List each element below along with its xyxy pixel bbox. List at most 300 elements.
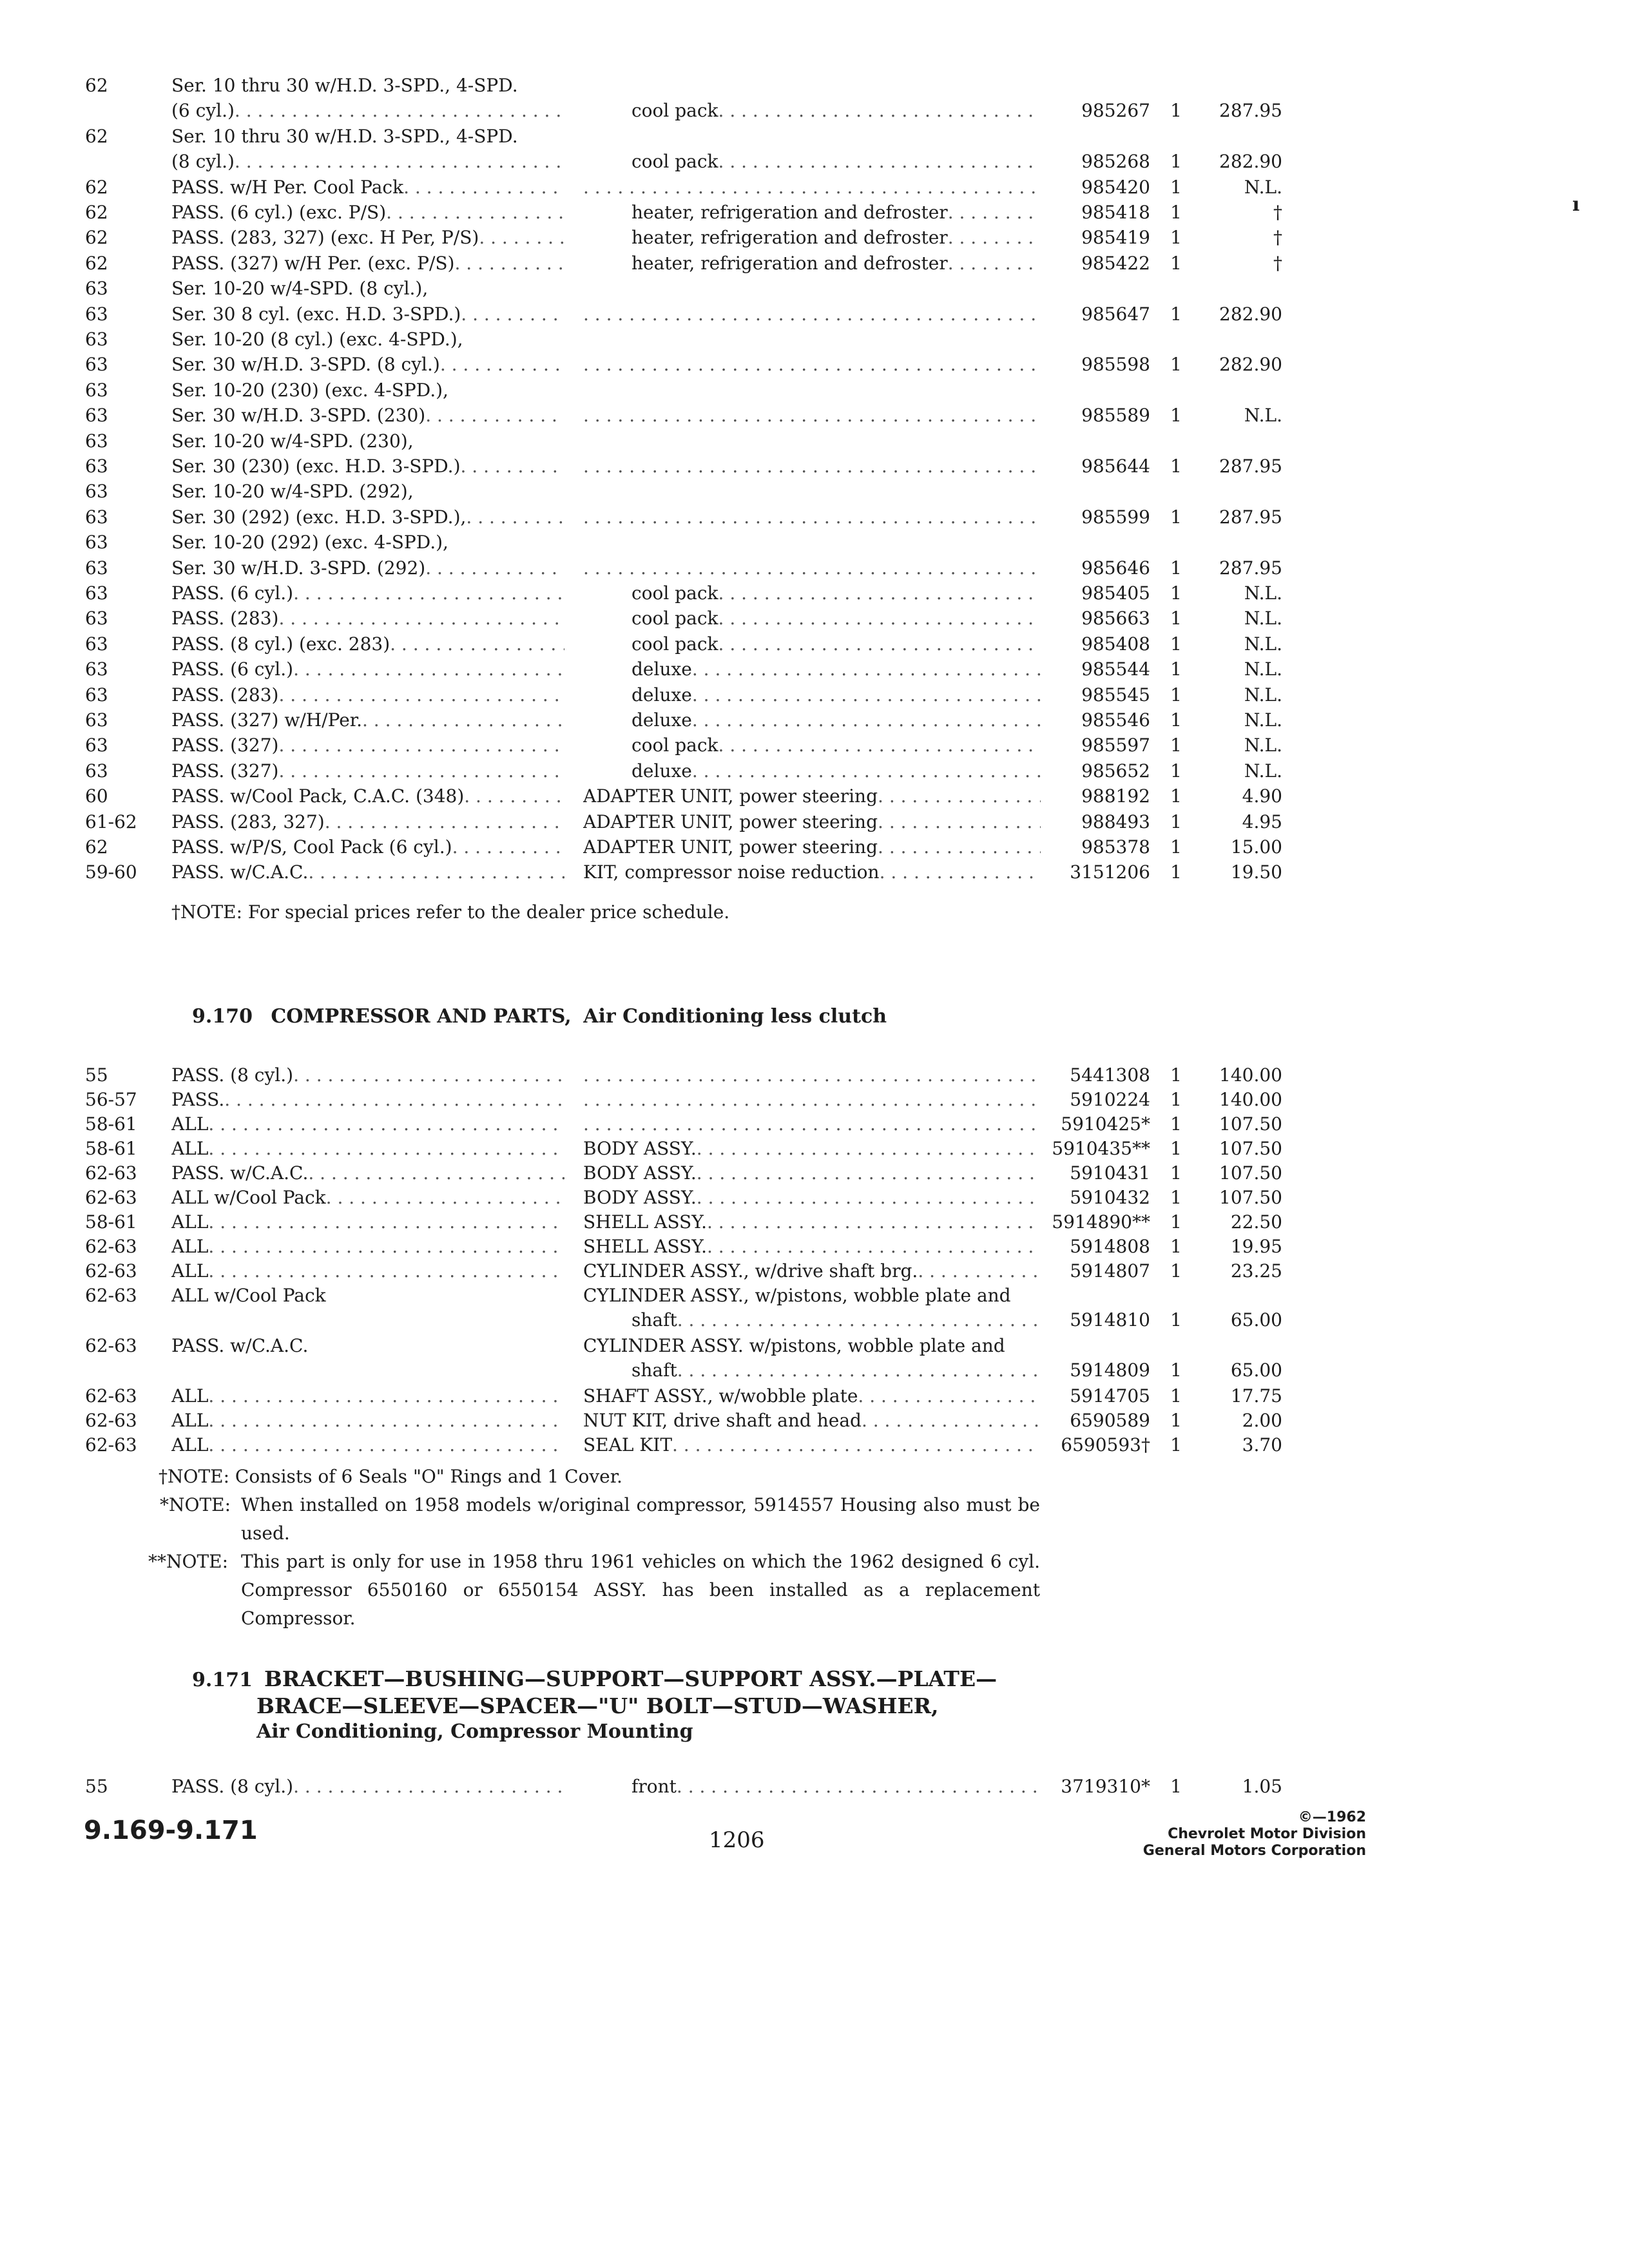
model-year: 58-61 <box>85 1211 137 1233</box>
item-description <box>583 1089 1041 1111</box>
application-description <box>171 151 564 173</box>
part-number: 985647 <box>1081 303 1150 325</box>
application-description <box>171 760 564 782</box>
quantity: 1 <box>1170 1776 1182 1797</box>
part-number: 985644 <box>1081 456 1150 477</box>
description-text: Ser. 30 w/H.D. 3-SPD. (292) <box>171 557 426 579</box>
description-text: Ser. 10 thru 30 w/H.D. 3-SPD., 4-SPD. <box>171 125 518 147</box>
list-price: N.L. <box>1244 735 1282 756</box>
application-description <box>171 100 564 122</box>
item-description: CYLINDER ASSY. w/pistons, wobble plate and <box>583 1335 1005 1356</box>
item-text: front <box>631 1776 677 1797</box>
dot-leader <box>692 684 1041 706</box>
quantity: 1 <box>1170 836 1182 858</box>
note-label: *NOTE: <box>160 1494 231 1515</box>
part-number: 985646 <box>1081 557 1150 579</box>
list-price: N.L. <box>1244 608 1282 629</box>
dot-leader <box>461 303 564 325</box>
item-description <box>583 1260 1041 1282</box>
application-description <box>171 1138 564 1160</box>
note-text: When installed on 1958 models w/original compressor, 5914557 Housing also must be used. <box>241 1494 1040 1544</box>
item-description <box>583 836 1041 858</box>
list-price: 1.05 <box>1242 1776 1282 1797</box>
part-number: 6590593† <box>1061 1434 1150 1456</box>
dot-leader <box>461 456 565 477</box>
dot-leader <box>677 1360 1041 1381</box>
dot-leader <box>479 227 564 249</box>
quantity: 1 <box>1170 1385 1182 1407</box>
list-price: 287.95 <box>1219 456 1282 477</box>
description-text: ALL <box>171 1236 209 1257</box>
item-description <box>583 861 1041 883</box>
dot-leader <box>208 1138 564 1160</box>
section-subtitle: Air Conditioning less clutch <box>583 1005 887 1028</box>
quantity: 1 <box>1170 861 1182 883</box>
dot-leader <box>208 1113 564 1135</box>
description-text: ALL w/Cool Pack <box>171 1285 326 1306</box>
description-text: PASS. w/C.A.C. <box>171 1335 309 1356</box>
dot-leader <box>583 1113 1041 1135</box>
model-year: 62-63 <box>85 1285 137 1306</box>
item-description <box>583 811 1041 833</box>
quantity: 1 <box>1170 709 1182 731</box>
item-description <box>583 1187 1041 1209</box>
quantity: 1 <box>1170 1360 1182 1381</box>
application-description <box>171 303 564 325</box>
item-text: cool pack <box>631 633 718 655</box>
quantity: 1 <box>1170 811 1182 832</box>
description-text: Ser. 30 (292) (exc. H.D. 3-SPD.), <box>171 506 467 528</box>
list-price: 19.50 <box>1230 861 1282 883</box>
model-year: 59-60 <box>85 861 137 883</box>
dot-leader <box>583 303 1041 325</box>
item-text: heater, refrigeration and defroster <box>631 227 948 249</box>
description-text: Ser. 10-20 (8 cyl.) (exc. 4-SPD.), <box>171 329 463 350</box>
part-number: 5914810 <box>1070 1309 1150 1331</box>
quantity: 1 <box>1170 658 1182 680</box>
dot-leader <box>454 253 564 274</box>
dot-leader <box>278 735 564 756</box>
part-number: 985652 <box>1081 760 1150 782</box>
list-price: † <box>1273 202 1282 223</box>
quantity: 1 <box>1170 303 1182 325</box>
dot-leader <box>583 177 1041 198</box>
part-number: 6590589 <box>1070 1410 1150 1431</box>
dot-leader <box>880 861 1041 883</box>
description-text: (8 cyl.) <box>171 151 235 173</box>
quantity: 1 <box>1170 1309 1182 1331</box>
item-text: SHELL ASSY. <box>583 1211 707 1233</box>
quantity: 1 <box>1170 100 1182 122</box>
section-9-170-heading <box>192 1005 887 1028</box>
item-description <box>583 785 1041 807</box>
dot-leader <box>583 1089 1041 1111</box>
part-number: 988493 <box>1081 811 1150 832</box>
part-number: 5914809 <box>1070 1360 1150 1381</box>
dot-leader <box>362 709 564 731</box>
dot-leader <box>583 354 1041 376</box>
description-text: PASS. w/C.A.C. <box>171 861 309 883</box>
part-number: 5910431 <box>1070 1162 1150 1184</box>
description-text: PASS. (6 cyl.) (exc. P/S) <box>171 202 387 223</box>
part-number: 5914807 <box>1070 1260 1150 1282</box>
item-description <box>583 1360 1041 1381</box>
item-description <box>583 227 1041 249</box>
item-description <box>583 177 1041 198</box>
description-text: PASS. w/Cool Pack, C.A.C. (348) <box>171 785 465 807</box>
section-9-171-heading <box>192 1666 997 1745</box>
item-description <box>583 582 1041 604</box>
quantity: 1 <box>1170 1260 1182 1282</box>
model-year: 62-63 <box>85 1260 137 1282</box>
part-number: 985544 <box>1081 658 1150 680</box>
item-description <box>583 684 1041 706</box>
dot-leader <box>440 354 564 376</box>
dot-leader <box>707 1236 1041 1258</box>
quantity: 1 <box>1170 1089 1182 1110</box>
description-text: PASS. (327) <box>171 735 279 756</box>
part-number: 5914705 <box>1070 1385 1150 1407</box>
application-description <box>171 582 564 604</box>
model-year: 62-63 <box>85 1434 137 1456</box>
dot-leader <box>692 760 1041 782</box>
margin-mark: ı <box>1572 193 1580 216</box>
dot-leader <box>697 1162 1041 1184</box>
dot-leader <box>425 557 564 579</box>
dot-leader <box>278 760 564 782</box>
model-year: 63 <box>85 506 108 528</box>
model-year: 63 <box>85 709 108 731</box>
dot-leader <box>386 202 564 224</box>
dot-leader <box>278 608 564 629</box>
list-price: 23.25 <box>1230 1260 1282 1282</box>
item-text: heater, refrigeration and defroster <box>631 202 948 223</box>
model-year: 63 <box>85 760 108 782</box>
application-description <box>171 1064 564 1086</box>
model-year: 60 <box>85 785 108 807</box>
application-description <box>171 506 564 528</box>
quantity: 1 <box>1170 252 1182 274</box>
part-number: 5914890** <box>1052 1211 1150 1233</box>
part-number: 985418 <box>1081 202 1150 223</box>
item-description <box>583 151 1041 173</box>
dot-leader <box>692 709 1041 731</box>
description-text: Ser. 10 thru 30 w/H.D. 3-SPD., 4-SPD. <box>171 75 518 96</box>
quantity: 1 <box>1170 760 1182 782</box>
dot-leader <box>208 1236 564 1258</box>
description-text: PASS. (283, 327) (exc. H Per, P/S) <box>171 227 479 249</box>
item-description <box>583 253 1041 274</box>
model-year: 55 <box>85 1776 108 1797</box>
item-text: SHAFT ASSY., w/wobble plate <box>583 1385 858 1407</box>
list-price: † <box>1273 252 1282 274</box>
dot-leader <box>224 1089 564 1111</box>
dot-leader <box>278 684 564 706</box>
quantity: 1 <box>1170 1187 1182 1208</box>
application-description <box>171 227 564 249</box>
part-number: 5910425* <box>1061 1113 1150 1135</box>
description-text: Ser. 10-20 (230) (exc. 4-SPD.), <box>171 379 448 401</box>
item-text: NUT KIT, drive shaft and head <box>583 1410 862 1431</box>
part-number: 985599 <box>1081 506 1150 528</box>
description-text: PASS. (6 cyl.) <box>171 582 294 604</box>
application-description <box>171 456 564 477</box>
quantity: 1 <box>1170 1410 1182 1431</box>
dot-leader <box>583 1064 1041 1086</box>
section-number: 9.171 <box>192 1669 253 1691</box>
item-text: deluxe <box>631 760 692 782</box>
section-number: 9.170 <box>192 1005 253 1028</box>
quantity: 1 <box>1170 785 1182 807</box>
model-year: 63 <box>85 608 108 629</box>
dot-leader <box>672 1434 1041 1456</box>
application-description <box>171 380 564 401</box>
model-year: 62 <box>85 125 108 147</box>
item-text: cool pack <box>631 608 718 629</box>
item-description <box>583 1776 1041 1798</box>
application-description <box>171 430 564 452</box>
part-number: 5441308 <box>1070 1064 1150 1086</box>
item-text: deluxe <box>631 709 692 731</box>
dot-leader <box>718 633 1041 655</box>
description-text: Ser. 30 w/H.D. 3-SPD. (8 cyl.) <box>171 354 440 376</box>
application-description <box>171 202 564 224</box>
description-text: PASS. w/C.A.C. <box>171 1162 309 1184</box>
list-price: 4.95 <box>1242 811 1282 832</box>
item-description <box>583 1211 1041 1233</box>
description-text: Ser. 10-20 w/4-SPD. (292), <box>171 481 414 503</box>
item-text: SEAL KIT <box>583 1434 672 1456</box>
model-year: 62-63 <box>85 1187 137 1208</box>
item-description <box>583 506 1041 528</box>
dot-leader <box>325 811 564 833</box>
description-text: (6 cyl.) <box>171 100 235 122</box>
dot-leader <box>326 1187 564 1209</box>
item-description <box>583 1410 1041 1432</box>
item-text: shaft <box>631 1309 677 1331</box>
application-description <box>171 253 564 274</box>
part-number: 985405 <box>1081 582 1150 604</box>
description-text: PASS. (6 cyl.) <box>171 658 294 680</box>
dot-leader <box>425 405 564 427</box>
quantity: 1 <box>1170 176 1182 198</box>
application-description <box>171 1335 564 1357</box>
description-text: PASS. (8 cyl.) <box>171 1064 294 1086</box>
item-text: BODY ASSY. <box>583 1138 697 1159</box>
section-title-line3: Air Conditioning, Compressor Mounting <box>256 1720 693 1743</box>
application-description <box>171 1236 564 1258</box>
model-year: 63 <box>85 405 108 427</box>
model-year: 62-63 <box>85 1236 137 1257</box>
list-price: † <box>1273 227 1282 249</box>
part-number: 985597 <box>1081 735 1150 756</box>
description-text: PASS. (8 cyl.) <box>171 1776 294 1797</box>
model-year: 63 <box>85 557 108 579</box>
description-text: ALL <box>171 1434 209 1456</box>
description-text: ALL <box>171 1260 209 1282</box>
dot-leader <box>878 811 1041 833</box>
list-price: 2.00 <box>1242 1410 1282 1431</box>
description-text: PASS. (283, 327) <box>171 811 325 832</box>
part-number: 985422 <box>1081 252 1150 274</box>
list-price: N.L. <box>1244 405 1282 427</box>
dot-leader <box>718 735 1041 756</box>
item-description <box>583 709 1041 731</box>
dot-leader <box>452 836 564 858</box>
part-number: 985420 <box>1081 176 1150 198</box>
application-description <box>171 1776 564 1798</box>
model-year: 63 <box>85 354 108 376</box>
part-number: 5914808 <box>1070 1236 1150 1257</box>
list-price: N.L. <box>1244 684 1282 706</box>
application-description <box>171 658 564 680</box>
dot-leader <box>464 785 564 807</box>
description-text: ALL w/Cool Pack <box>171 1187 326 1208</box>
section-title-line1: BRACKET—BUSHING—SUPPORT—SUPPORT ASSY.—PLATE— <box>264 1666 998 1691</box>
application-description <box>171 405 564 427</box>
quantity: 1 <box>1170 1064 1182 1086</box>
model-year: 63 <box>85 582 108 604</box>
item-description <box>583 1434 1041 1456</box>
part-number: 985267 <box>1081 100 1150 122</box>
part-number: 985545 <box>1081 684 1150 706</box>
description-text: PASS. (283) <box>171 608 279 629</box>
item-description: CYLINDER ASSY., w/pistons, wobble plate and <box>583 1285 1011 1306</box>
dot-leader <box>948 227 1041 249</box>
list-price: 22.50 <box>1230 1211 1282 1233</box>
item-description <box>583 1064 1041 1086</box>
description-text: Ser. 30 8 cyl. (exc. H.D. 3-SPD.) <box>171 303 461 325</box>
model-year: 56-57 <box>85 1089 137 1110</box>
application-description <box>171 354 564 376</box>
model-year: 63 <box>85 735 108 756</box>
division: Chevrolet Motor Division <box>1168 1826 1366 1842</box>
dot-leader <box>293 1064 564 1086</box>
model-year: 63 <box>85 329 108 350</box>
dot-leader <box>308 861 564 883</box>
item-text: BODY ASSY. <box>583 1187 697 1208</box>
model-year: 62-63 <box>85 1335 137 1356</box>
dot-leader <box>466 506 564 528</box>
quantity: 1 <box>1170 1211 1182 1233</box>
application-description <box>171 735 564 756</box>
model-year: 62 <box>85 836 108 858</box>
list-price: 282.90 <box>1219 151 1282 173</box>
application-description <box>171 177 564 198</box>
model-year: 61-62 <box>85 811 137 832</box>
dot-leader <box>878 836 1041 858</box>
section-title-line2: BRACE—SLEEVE—SPACER—"U" BOLT—STUD—WASHER, <box>256 1693 939 1718</box>
item-text: heater, refrigeration and defroster <box>631 252 948 274</box>
application-description <box>171 1211 564 1233</box>
list-price: N.L. <box>1244 709 1282 731</box>
item-text: cool pack <box>631 735 718 756</box>
quantity: 1 <box>1170 202 1182 223</box>
quantity: 1 <box>1170 608 1182 629</box>
item-text: cool pack <box>631 582 718 604</box>
dot-leader <box>583 557 1041 579</box>
description-text: Ser. 10-20 w/4-SPD. (8 cyl.), <box>171 278 429 300</box>
list-price: 282.90 <box>1219 303 1282 325</box>
part-number: 3151206 <box>1070 861 1150 883</box>
quantity: 1 <box>1170 456 1182 477</box>
list-price: N.L. <box>1244 760 1282 782</box>
part-number: 988192 <box>1081 785 1150 807</box>
description-text: ALL <box>171 1410 209 1431</box>
dot-leader <box>948 253 1041 274</box>
dot-leader <box>718 151 1041 173</box>
description-text: PASS. (327) <box>171 760 279 782</box>
application-description <box>171 785 564 807</box>
list-price: 107.50 <box>1219 1138 1282 1159</box>
item-text: ADAPTER UNIT, power steering <box>583 836 878 858</box>
dot-leader <box>718 582 1041 604</box>
application-description <box>171 329 564 351</box>
list-price: N.L. <box>1244 658 1282 680</box>
special-prices-note: †NOTE: For special prices refer to the dealer price schedule. <box>171 901 730 923</box>
description-text: ALL <box>171 1385 209 1407</box>
description-text: PASS. (283) <box>171 684 279 706</box>
dot-leader <box>862 1410 1041 1432</box>
quantity: 1 <box>1170 354 1182 376</box>
application-description <box>171 1385 564 1407</box>
model-year: 62 <box>85 75 108 96</box>
list-price: 65.00 <box>1230 1360 1282 1381</box>
dot-leader <box>208 1434 564 1456</box>
part-number: 985598 <box>1081 354 1150 376</box>
description-text: Ser. 10-20 w/4-SPD. (230), <box>171 430 414 452</box>
part-number: 985378 <box>1081 836 1150 858</box>
replacement-compressor-note <box>148 1548 1063 1633</box>
list-price: 107.50 <box>1219 1113 1282 1135</box>
application-description <box>171 1260 564 1282</box>
item-description <box>583 658 1041 680</box>
application-description <box>171 1162 564 1184</box>
application-description <box>171 1187 564 1209</box>
model-year: 63 <box>85 481 108 503</box>
seal-kit-note: †NOTE: Consists of 6 Seals "O" Rings and 1 Cover. <box>159 1466 622 1487</box>
description-text: PASS. <box>171 1089 225 1110</box>
part-number: 985408 <box>1081 633 1150 655</box>
item-text: cool pack <box>631 151 718 173</box>
dot-leader <box>208 1385 564 1407</box>
model-year: 62-63 <box>85 1385 137 1407</box>
list-price: 3.70 <box>1242 1434 1282 1456</box>
quantity: 1 <box>1170 227 1182 249</box>
item-description <box>583 633 1041 655</box>
model-year: 62 <box>85 227 108 249</box>
dot-leader <box>235 100 564 122</box>
description-text: ALL <box>171 1113 209 1135</box>
description-text: ALL <box>171 1138 209 1159</box>
list-price: 140.00 <box>1219 1064 1282 1086</box>
item-description <box>583 354 1041 376</box>
item-text: cool pack <box>631 100 718 122</box>
application-description <box>171 126 564 148</box>
note-text: This part is only for use in 1958 thru 1961 vehicles on which the 1962 designed 6 cyl. Compressor 6550160 or 6550154 ASSY. has been installed as a replacement Compressor. <box>241 1551 1040 1629</box>
quantity: 1 <box>1170 1138 1182 1159</box>
list-price: 15.00 <box>1230 836 1282 858</box>
application-description <box>171 1410 564 1432</box>
application-description <box>171 633 564 655</box>
model-year: 63 <box>85 278 108 300</box>
dot-leader <box>293 582 564 604</box>
list-price: N.L. <box>1244 176 1282 198</box>
part-number: 985589 <box>1081 405 1150 427</box>
description-text: Ser. 10-20 (292) (exc. 4-SPD.), <box>171 532 448 553</box>
quantity: 1 <box>1170 1162 1182 1184</box>
dot-leader <box>697 1138 1041 1160</box>
